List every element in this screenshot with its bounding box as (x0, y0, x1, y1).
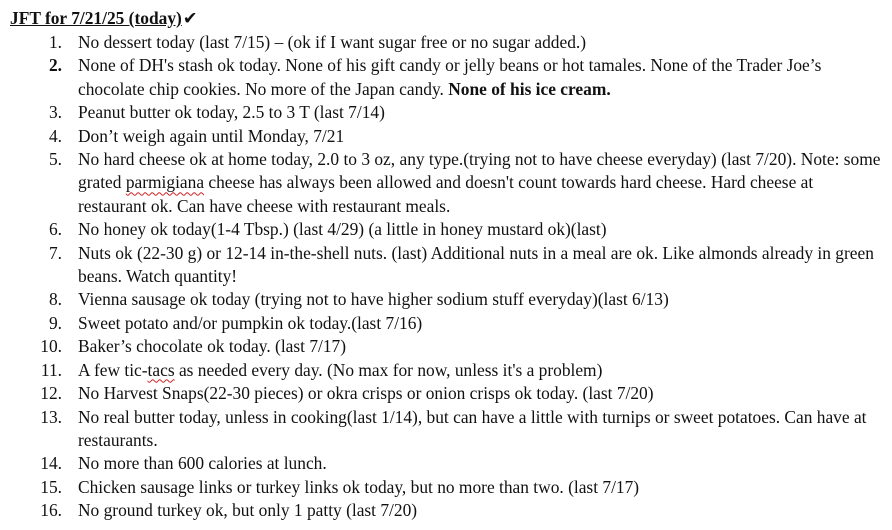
item-text: Vienna sausage ok today (trying not to have higher sodium stuff everyday)(last 6/13) (78, 289, 669, 310)
document-heading (10, 7, 886, 30)
item-text: Nuts ok (22-30 g) or 12-14 in-the-shell nuts. (last) Additional nuts in a meal are ok. Like almonds already in green beans. Watch quantity! (78, 242, 874, 287)
list-item (10, 218, 886, 241)
item-text-bold: None of his ice cream. (448, 78, 611, 99)
list-item (10, 31, 886, 54)
list-number: 3. (48, 102, 62, 123)
item-text: No more than 600 calories at lunch. (78, 453, 327, 474)
list-number: 11. (40, 359, 62, 380)
list-item (10, 406, 886, 453)
item-text: None of DH's stash ok today. None of his gift candy or jelly beans or hot tamales. None of the Trader Joe’s chocolate chip cookies. No more of the Japan candy. (78, 55, 822, 99)
list-item (10, 54, 886, 101)
list-item (10, 499, 886, 522)
list-number: 12. (40, 383, 62, 404)
list-number: 15. (40, 476, 62, 497)
list-number: 2. (48, 55, 62, 76)
list-item (10, 125, 886, 148)
list-item (10, 382, 886, 405)
list-item (10, 242, 886, 289)
item-text: No dessert today (last 7/15) – (ok if I want sugar free or no sugar added.) (78, 32, 587, 52)
list-item (10, 312, 886, 335)
item-text: No honey ok today(1-4 Tbsp.) (last 4/29) (a little in honey mustard ok)(last) (78, 219, 607, 240)
item-text: cheese has always been allowed and doesn't count towards hard cheese. Hard cheese at restaurant ok. Can have cheese with restaurant meals. (78, 172, 814, 216)
list-number: 5. (48, 149, 62, 170)
item-text: as needed every day. (No max for now, unless it's a problem) (174, 359, 603, 380)
list-number: 7. (48, 242, 62, 263)
item-text: Don’t weigh again until Monday, 7/21 (78, 125, 345, 146)
list-number: 1. (48, 32, 62, 52)
document-body (10, 7, 886, 523)
list-number: 6. (48, 219, 62, 240)
check-mark-icon: ✔ (182, 8, 198, 28)
list-number: 4. (48, 125, 62, 146)
item-text: Sweet potato and/or pumpkin ok today.(last 7/16) (78, 312, 423, 333)
list-item (10, 288, 886, 311)
item-text: No ground turkey ok, but only 1 patty (last 7/20) (78, 500, 418, 521)
list-number: 13. (40, 406, 62, 427)
item-text: Chicken sausage links or turkey links ok today, but no more than two. (last 7/17) (78, 476, 640, 497)
list-item (10, 335, 886, 358)
list-number: 16. (40, 500, 62, 521)
list-number: 8. (48, 289, 62, 310)
list-item (10, 476, 886, 499)
list-number: 10. (40, 336, 62, 357)
item-text: No real butter today, unless in cooking(last 1/14), but can have a little with turnips or sweet potatoes. Can have at restaurants. (78, 406, 867, 450)
list-item (10, 148, 886, 218)
list-number: 9. (48, 312, 62, 333)
spellcheck-word: tacs (147, 359, 175, 380)
item-text: Baker’s chocolate ok today. (last 7/17) (78, 336, 347, 357)
item-text: No hard cheese ok at home today, 2.0 to 3 oz, any type.(trying not to have cheese everyday) (last 7/20). Note: some grated (78, 149, 881, 193)
list-number: 14. (40, 453, 62, 474)
list-item (10, 101, 886, 124)
heading-text: JFT for 7/21/25 (today) (10, 8, 182, 28)
item-text: No Harvest Snaps(22-30 pieces) or okra crisps or onion crisps ok today. (last 7/20) (78, 383, 654, 404)
todo-list (10, 31, 886, 523)
list-item (10, 452, 886, 475)
item-text: Peanut butter ok today, 2.5 to 3 T (last 7/14) (78, 102, 385, 123)
list-item (10, 359, 886, 382)
spellcheck-word: parmigiana (125, 172, 205, 193)
item-text: A few tic- (78, 359, 148, 380)
